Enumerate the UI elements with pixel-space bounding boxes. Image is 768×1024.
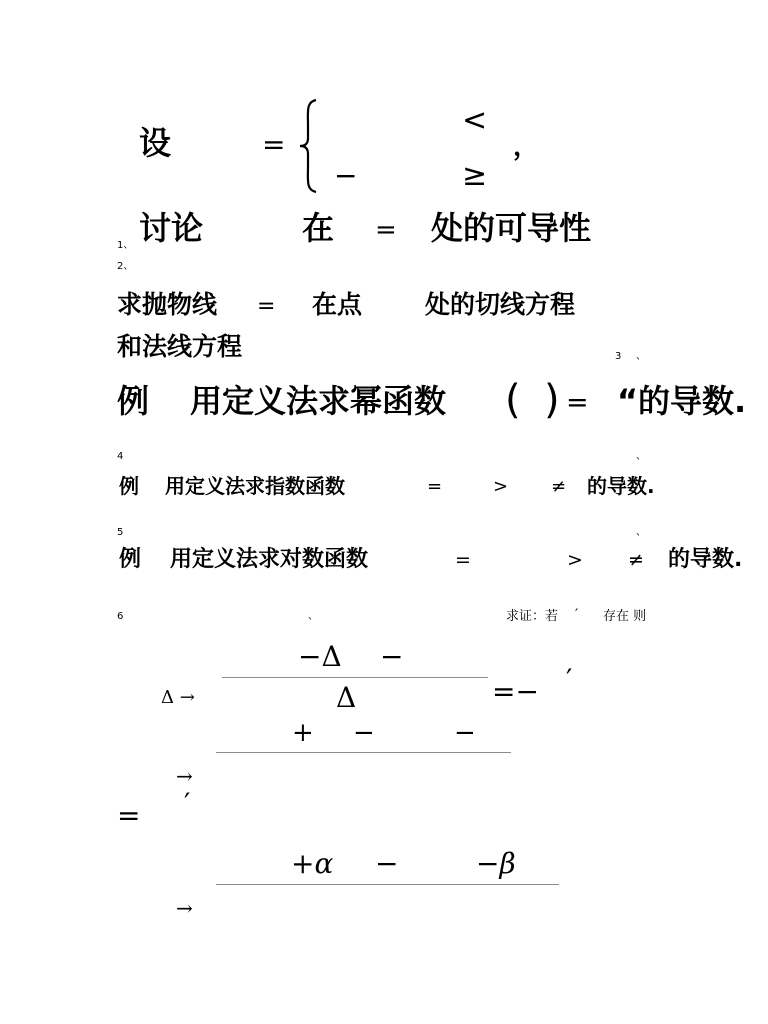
q6-num3b: − (375, 847, 399, 880)
q6-prove: 求证：若 (506, 609, 559, 624)
q6-exists: 存在 则 (603, 609, 647, 624)
q1-discuss: 讨论 (139, 209, 204, 247)
q6-num2a: + (292, 718, 314, 748)
q4-gt: > (493, 476, 509, 497)
q6-num3a: +α (291, 847, 334, 880)
q3-lparen: ( (505, 377, 521, 423)
marker-3: 3 (615, 351, 622, 362)
q5-li: 例 (119, 547, 142, 572)
q3-text: 用定义法求幂函数 (190, 382, 447, 420)
marker-4b: 、 (636, 451, 646, 462)
marker-5b: 、 (636, 527, 646, 538)
q4-ne: ≠ (551, 476, 567, 497)
q6-fraction-bar-3 (216, 884, 559, 885)
marker-1: 1、 (117, 240, 134, 251)
q5-text: 用定义法求对数函数 (170, 547, 369, 572)
q5-tail: 的导数. (668, 547, 743, 572)
q5-eq: = (455, 549, 471, 571)
q6-lim2: → (176, 764, 193, 788)
q6-lim3: → (176, 896, 193, 920)
q6-num3c: −β (476, 847, 516, 880)
q6-rhs1: =− (492, 675, 539, 708)
q1-tail: 处的可导性 (431, 209, 592, 247)
q6-prime: ′ (575, 607, 579, 623)
q4-tail: 的导数. (587, 474, 655, 498)
q6-rhs1-prime: ′ (566, 663, 573, 696)
q3-li: 例 (117, 382, 150, 420)
q6-fraction-bar-2 (216, 752, 511, 753)
q2-line1b: 在点 (312, 290, 363, 319)
q6-prime3: ′ (184, 787, 191, 820)
q2-line1c: 处的切线方程 (425, 290, 576, 319)
q2-line1a: 求抛物线 (117, 290, 218, 319)
q3-tail: “的导数. (617, 382, 747, 420)
q6-fraction-bar-1 (222, 677, 488, 678)
q2-line1eq: = (257, 294, 276, 319)
q6-eq3: = (117, 799, 141, 832)
q4-li: 例 (119, 474, 139, 498)
q3-eq: = (566, 387, 589, 418)
q3-rparen: ) (544, 377, 560, 423)
marker-4: 4 (117, 451, 124, 462)
q1-minus: − (334, 159, 358, 192)
q6-num2c: − (454, 718, 476, 748)
q1-ge: ≥ (462, 158, 488, 193)
q6-num1b: − (380, 640, 404, 673)
q1-comma: ， (513, 132, 540, 162)
q5-ne: ≠ (628, 549, 644, 571)
marker-5: 5 (117, 527, 124, 538)
marker-3b: 、 (636, 351, 646, 362)
q4-text: 用定义法求指数函数 (165, 474, 345, 498)
q1-zai: 在 (302, 209, 335, 247)
marker-2: 2、 (117, 261, 134, 272)
q6-den1: Δ (336, 681, 357, 714)
q2-line2: 和法线方程 (117, 332, 243, 361)
q6-num1a: −Δ (298, 640, 342, 673)
marker-6: 6 (117, 611, 124, 622)
q1-lt: < (462, 103, 488, 138)
q5-gt: > (567, 549, 583, 571)
brace-icon (298, 98, 320, 194)
marker-6b: 、 (308, 611, 318, 622)
q1-eq2: = (375, 215, 397, 245)
q1-eq: = (262, 128, 286, 161)
q6-lim1: Δ → (161, 687, 195, 708)
q1-she: 设 (139, 124, 172, 162)
q6-num2b: − (353, 718, 375, 748)
q4-eq: = (427, 476, 443, 497)
